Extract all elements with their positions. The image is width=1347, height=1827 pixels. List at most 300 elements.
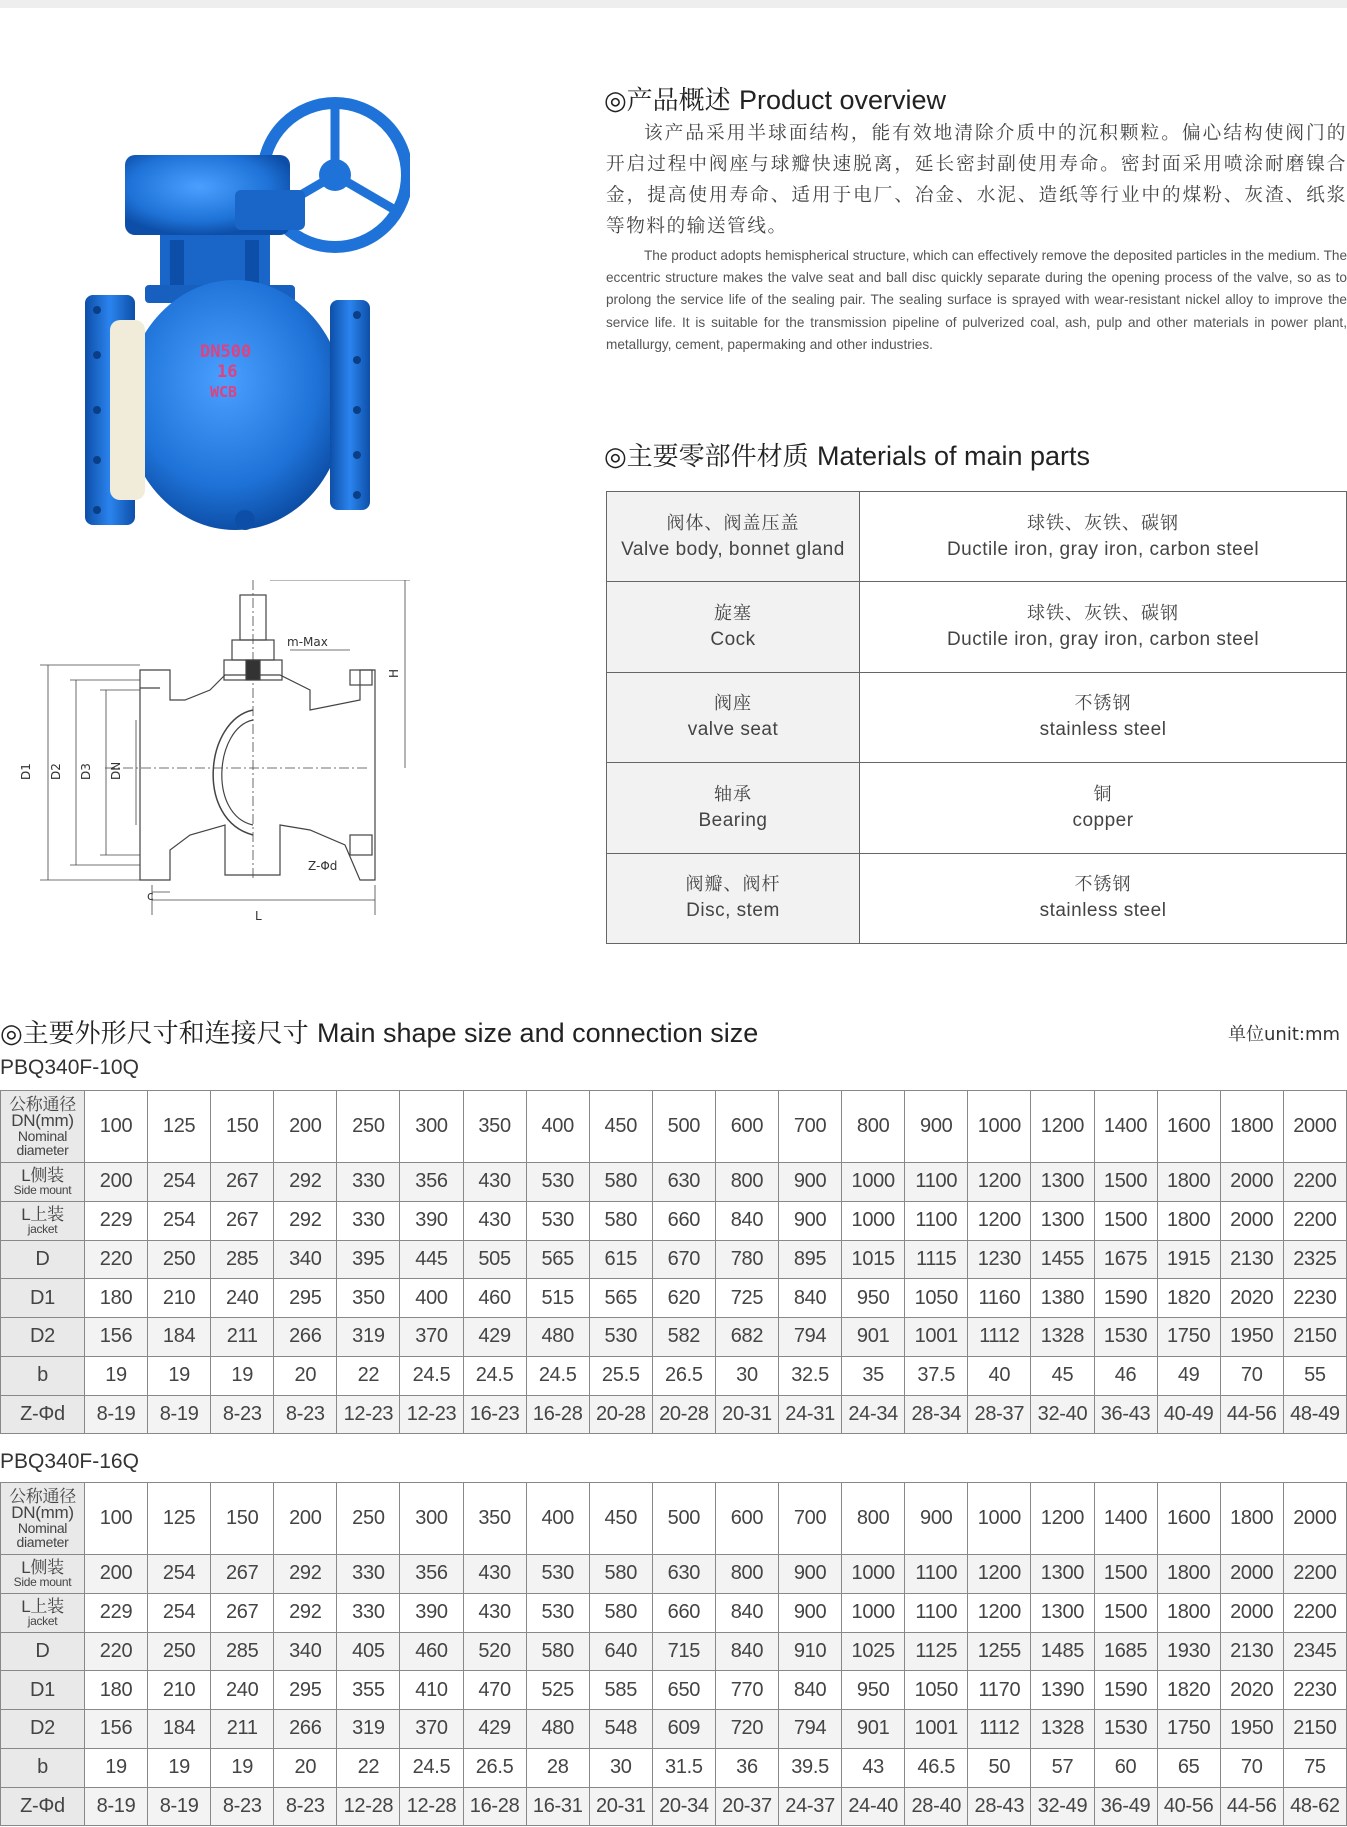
dimension-cell: 901 bbox=[842, 1710, 905, 1749]
label-d1: D1 bbox=[19, 763, 33, 780]
dimension-cell: 470 bbox=[463, 1671, 526, 1710]
row-header bbox=[1, 1593, 85, 1632]
dimension-cell: 55 bbox=[1283, 1356, 1346, 1395]
label-l: L bbox=[255, 909, 262, 923]
dimension-cell: 450 bbox=[589, 1483, 652, 1555]
dimension-cell: 450 bbox=[589, 1091, 652, 1163]
dimension-cell: 1100 bbox=[905, 1201, 968, 1240]
model-label-16q: PBQ340F-16Q bbox=[0, 1450, 139, 1473]
dimension-cell: 40-56 bbox=[1157, 1787, 1220, 1826]
valve-photo bbox=[85, 95, 410, 540]
row-header: D2 bbox=[1, 1710, 85, 1749]
dimension-cell: 1800 bbox=[1157, 1163, 1220, 1202]
dimension-cell: 22 bbox=[337, 1356, 400, 1395]
dimension-cell: 45 bbox=[1031, 1356, 1094, 1395]
dimension-cell: 900 bbox=[779, 1555, 842, 1594]
dimension-cell: 254 bbox=[148, 1163, 211, 1202]
dimension-cell: 1530 bbox=[1094, 1710, 1157, 1749]
dimension-cell: 794 bbox=[779, 1710, 842, 1749]
dimension-cell: 292 bbox=[274, 1555, 337, 1594]
dimension-cell: 26.5 bbox=[463, 1748, 526, 1787]
row-header: D2 bbox=[1, 1318, 85, 1357]
dimension-cell: 292 bbox=[274, 1593, 337, 1632]
dimension-cell: 800 bbox=[715, 1555, 778, 1594]
dimension-table-10q bbox=[0, 1090, 1347, 1434]
dimension-cell: 1750 bbox=[1157, 1318, 1220, 1357]
dimension-cell: 530 bbox=[589, 1318, 652, 1357]
dimension-cell: 350 bbox=[337, 1279, 400, 1318]
dimension-cell: 500 bbox=[652, 1091, 715, 1163]
material-cn: 球铁、灰铁、碳钢 bbox=[1027, 512, 1179, 534]
dimension-cell: 356 bbox=[400, 1163, 463, 1202]
dimension-cell: 1590 bbox=[1094, 1279, 1157, 1318]
dimension-cell: 250 bbox=[337, 1483, 400, 1555]
dimension-row-dn bbox=[1, 1483, 1347, 1555]
dimension-cell: 24-31 bbox=[779, 1395, 842, 1434]
dimension-cell: 520 bbox=[463, 1632, 526, 1671]
dimension-cell: 580 bbox=[589, 1593, 652, 1632]
dimension-cell: 840 bbox=[715, 1632, 778, 1671]
dimension-drawing bbox=[10, 580, 420, 940]
dimension-cell: 48-62 bbox=[1283, 1787, 1346, 1826]
dimension-cell: 267 bbox=[211, 1593, 274, 1632]
dimension-cell: 65 bbox=[1157, 1748, 1220, 1787]
material-cell bbox=[860, 763, 1347, 853]
dimension-cell: 410 bbox=[400, 1671, 463, 1710]
material-en: Ductile iron, gray iron, carbon steel bbox=[946, 629, 1260, 651]
dimension-cell: 1160 bbox=[968, 1279, 1031, 1318]
model-label-10q: PBQ340F-10Q bbox=[0, 1056, 139, 1079]
dimension-cell: 1255 bbox=[968, 1632, 1031, 1671]
header-dn-en2: diameter bbox=[16, 1141, 69, 1158]
dimension-cell: 1000 bbox=[968, 1091, 1031, 1163]
dimension-cell: 1800 bbox=[1220, 1483, 1283, 1555]
dimension-cell: 1328 bbox=[1031, 1318, 1094, 1357]
dimension-cell: 840 bbox=[715, 1201, 778, 1240]
dimension-cell: 2000 bbox=[1283, 1091, 1346, 1163]
header-l_side-cn: L侧装 bbox=[21, 1558, 64, 1578]
dimension-cell: 530 bbox=[526, 1555, 589, 1594]
dimension-row-d2 bbox=[1, 1318, 1347, 1357]
dimension-cell: 530 bbox=[526, 1201, 589, 1240]
header-dn-en1: Nominal bbox=[17, 1127, 68, 1144]
dimension-cell: 682 bbox=[715, 1318, 778, 1357]
dimension-cell: 670 bbox=[652, 1240, 715, 1279]
dimension-cell: 180 bbox=[85, 1671, 148, 1710]
dimensions-title-cn: ◎主要外形尺寸和连接尺寸 bbox=[0, 1019, 309, 1049]
dimension-cell: 19 bbox=[211, 1748, 274, 1787]
label-z-d: Z-Φd bbox=[308, 859, 338, 873]
dimension-cell: 1050 bbox=[905, 1671, 968, 1710]
dimension-cell: 900 bbox=[779, 1201, 842, 1240]
dimension-cell: 30 bbox=[715, 1356, 778, 1395]
dimension-cell: 267 bbox=[211, 1555, 274, 1594]
materials-row bbox=[607, 853, 1347, 943]
dimension-cell: 725 bbox=[715, 1279, 778, 1318]
row-header bbox=[1, 1091, 85, 1163]
dimension-cell: 1800 bbox=[1157, 1201, 1220, 1240]
dimension-cell: 1600 bbox=[1157, 1091, 1220, 1163]
dimension-cell: 429 bbox=[463, 1318, 526, 1357]
dimension-cell: 370 bbox=[400, 1710, 463, 1749]
dimension-cell: 1300 bbox=[1031, 1593, 1094, 1632]
material-cell bbox=[860, 853, 1347, 943]
dimension-cell: 295 bbox=[274, 1671, 337, 1710]
dimension-cell: 1530 bbox=[1094, 1318, 1157, 1357]
label-h: H bbox=[387, 668, 401, 678]
dimension-cell: 950 bbox=[842, 1671, 905, 1710]
dimension-cell: 1015 bbox=[842, 1240, 905, 1279]
dimension-cell: 2000 bbox=[1220, 1555, 1283, 1594]
dimension-cell: 24.5 bbox=[463, 1356, 526, 1395]
part-cell bbox=[607, 582, 860, 672]
dimension-cell: 39.5 bbox=[779, 1748, 842, 1787]
dimension-cell: 1000 bbox=[842, 1555, 905, 1594]
dimension-cell: 8-19 bbox=[148, 1395, 211, 1434]
dimension-cell: 445 bbox=[400, 1240, 463, 1279]
dimension-cell: 16-28 bbox=[463, 1787, 526, 1826]
dimension-cell: 200 bbox=[85, 1555, 148, 1594]
dimension-cell: 28 bbox=[526, 1748, 589, 1787]
dimension-cell: 30 bbox=[589, 1748, 652, 1787]
dimension-cell: 480 bbox=[526, 1710, 589, 1749]
label-m-max: m-Max bbox=[287, 635, 328, 649]
dimension-cell: 1000 bbox=[842, 1593, 905, 1632]
dimension-cell: 20-28 bbox=[589, 1395, 652, 1434]
dimension-cell: 800 bbox=[715, 1163, 778, 1202]
dimension-cell: 1001 bbox=[905, 1710, 968, 1749]
row-header: b bbox=[1, 1356, 85, 1395]
dimension-cell: 500 bbox=[652, 1483, 715, 1555]
dimension-cell: 2000 bbox=[1283, 1483, 1346, 1555]
material-cn: 不锈钢 bbox=[1074, 693, 1132, 715]
dimension-cell: 319 bbox=[337, 1710, 400, 1749]
overview-text-en: The product adopts hemispherical structure, which can effectively remove the deposited particles in the medium. The eccentric structure makes the valve seat and ball disc quickly separate during the opening process of the valve, so as to prolong the service life of the sealing pair. The sealing surface is sprayed with wear-resistant nickel alloy to improve the service life. It is suitable for the transmission pipeline of pulverized coal, ash, pulp and other materials in power plant, metallurgy, cement, papermaking and other industries. bbox=[606, 248, 1347, 352]
label-d2: D2 bbox=[49, 763, 63, 780]
dimension-cell: 840 bbox=[779, 1279, 842, 1318]
dimension-cell: 1820 bbox=[1157, 1671, 1220, 1710]
dimension-cell: 2345 bbox=[1283, 1632, 1346, 1671]
dimension-cell: 1500 bbox=[1094, 1201, 1157, 1240]
dimension-cell: 460 bbox=[400, 1632, 463, 1671]
dimension-cell: 200 bbox=[85, 1163, 148, 1202]
dimension-cell: 1112 bbox=[968, 1710, 1031, 1749]
dimension-cell: 24-37 bbox=[779, 1787, 842, 1826]
dimension-cell: 2020 bbox=[1220, 1279, 1283, 1318]
part-cell bbox=[607, 672, 860, 762]
header-l_jacket-cn: L上装 bbox=[21, 1205, 64, 1225]
materials-table bbox=[606, 491, 1347, 944]
dimension-cell: 20 bbox=[274, 1356, 337, 1395]
dimension-cell: 2230 bbox=[1283, 1279, 1346, 1318]
dimension-cell: 40-49 bbox=[1157, 1395, 1220, 1434]
dimension-cell: 20-31 bbox=[589, 1787, 652, 1826]
dimension-cell: 240 bbox=[211, 1671, 274, 1710]
dimension-cell: 460 bbox=[463, 1279, 526, 1318]
dimension-cell: 12-23 bbox=[400, 1395, 463, 1434]
dimension-cell: 1300 bbox=[1031, 1201, 1094, 1240]
dimension-cell: 184 bbox=[148, 1318, 211, 1357]
dimension-cell: 229 bbox=[85, 1593, 148, 1632]
dimension-cell: 250 bbox=[148, 1632, 211, 1671]
dimension-cell: 1200 bbox=[968, 1593, 1031, 1632]
dimension-cell: 840 bbox=[779, 1671, 842, 1710]
dimension-cell: 28-34 bbox=[905, 1395, 968, 1434]
dimension-cell: 660 bbox=[652, 1201, 715, 1240]
dimension-cell: 2130 bbox=[1220, 1632, 1283, 1671]
dimension-cell: 28-37 bbox=[968, 1395, 1031, 1434]
dimension-cell: 600 bbox=[715, 1091, 778, 1163]
dimension-cell: 1930 bbox=[1157, 1632, 1220, 1671]
dimension-cell: 900 bbox=[779, 1163, 842, 1202]
dimension-cell: 2000 bbox=[1220, 1593, 1283, 1632]
dimension-cell: 44-56 bbox=[1220, 1395, 1283, 1434]
dimension-cell: 1400 bbox=[1094, 1091, 1157, 1163]
part-en: valve seat bbox=[687, 719, 779, 741]
dimension-table-16q bbox=[0, 1482, 1347, 1826]
dimension-cell: 615 bbox=[589, 1240, 652, 1279]
dimension-cell: 800 bbox=[842, 1483, 905, 1555]
dimension-cell: 405 bbox=[337, 1632, 400, 1671]
material-en: Ductile iron, gray iron, carbon steel bbox=[946, 538, 1260, 560]
label-d3: D3 bbox=[79, 763, 93, 780]
part-cell bbox=[607, 763, 860, 853]
dimension-cell: 330 bbox=[337, 1555, 400, 1594]
dimension-cell: 1100 bbox=[905, 1593, 968, 1632]
dimension-cell: 1500 bbox=[1094, 1163, 1157, 1202]
unit-label: 单位unit:mm bbox=[1228, 1024, 1341, 1045]
dimension-cell: 250 bbox=[148, 1240, 211, 1279]
overview-title-en: Product overview bbox=[738, 85, 947, 115]
part-en: Disc, stem bbox=[686, 900, 780, 922]
dimension-row-d bbox=[1, 1632, 1347, 1671]
header-dn-cn: 公称通径 bbox=[9, 1094, 76, 1114]
dimension-cell: 292 bbox=[274, 1201, 337, 1240]
dimension-cell: 19 bbox=[148, 1748, 211, 1787]
dimension-cell: 430 bbox=[463, 1201, 526, 1240]
dimension-cell: 125 bbox=[148, 1091, 211, 1163]
dimension-cell: 390 bbox=[400, 1593, 463, 1632]
dimension-cell: 22 bbox=[337, 1748, 400, 1787]
dimension-cell: 295 bbox=[274, 1279, 337, 1318]
dimension-cell: 150 bbox=[211, 1091, 274, 1163]
dimension-cell: 1125 bbox=[905, 1632, 968, 1671]
header-l_side-en: Side mount bbox=[13, 1183, 72, 1198]
dimension-cell: 24-34 bbox=[842, 1395, 905, 1434]
dimension-cell: 910 bbox=[779, 1632, 842, 1671]
dimension-cell: 350 bbox=[463, 1483, 526, 1555]
row-header: Z-Φd bbox=[1, 1787, 85, 1826]
part-cell bbox=[607, 492, 860, 582]
dimension-cell: 585 bbox=[589, 1671, 652, 1710]
dimension-cell: 1950 bbox=[1220, 1318, 1283, 1357]
dimension-cell: 49 bbox=[1157, 1356, 1220, 1395]
dimension-cell: 548 bbox=[589, 1710, 652, 1749]
dimension-cell: 70 bbox=[1220, 1748, 1283, 1787]
dimension-cell: 57 bbox=[1031, 1748, 1094, 1787]
dimension-cell: 292 bbox=[274, 1163, 337, 1202]
dimension-cell: 1000 bbox=[842, 1201, 905, 1240]
dimension-cell: 50 bbox=[968, 1748, 1031, 1787]
dimension-cell: 895 bbox=[779, 1240, 842, 1279]
dimension-row-z bbox=[1, 1787, 1347, 1826]
dimension-cell: 530 bbox=[526, 1593, 589, 1632]
dimension-cell: 395 bbox=[337, 1240, 400, 1279]
dimension-cell: 285 bbox=[211, 1240, 274, 1279]
dimension-cell: 1750 bbox=[1157, 1710, 1220, 1749]
dimension-cell: 8-19 bbox=[85, 1395, 148, 1434]
dimension-cell: 1820 bbox=[1157, 1279, 1220, 1318]
dimension-cell: 210 bbox=[148, 1671, 211, 1710]
dimension-cell: 1915 bbox=[1157, 1240, 1220, 1279]
dimension-cell: 8-19 bbox=[85, 1787, 148, 1826]
dimension-cell: 150 bbox=[211, 1483, 274, 1555]
dimension-cell: 180 bbox=[85, 1279, 148, 1318]
row-header bbox=[1, 1555, 85, 1594]
dimensions-title bbox=[0, 1013, 758, 1050]
dimension-cell: 8-23 bbox=[211, 1395, 274, 1434]
marking-size: DN500 bbox=[200, 342, 252, 362]
dimension-cell: 266 bbox=[274, 1710, 337, 1749]
header-l_jacket-en: jacket bbox=[27, 1614, 58, 1629]
dimension-cell: 515 bbox=[526, 1279, 589, 1318]
dimension-cell: 580 bbox=[589, 1555, 652, 1594]
row-header: Z-Φd bbox=[1, 1395, 85, 1434]
dimension-cell: 156 bbox=[85, 1318, 148, 1357]
part-en: Cock bbox=[710, 629, 756, 651]
dimension-cell: 8-23 bbox=[211, 1787, 274, 1826]
dimension-cell: 2000 bbox=[1220, 1201, 1283, 1240]
dimension-row-dn bbox=[1, 1091, 1347, 1163]
dimension-cell: 900 bbox=[905, 1091, 968, 1163]
dimensions-title-en: Main shape size and connection size bbox=[316, 1018, 759, 1048]
dimension-cell: 2200 bbox=[1283, 1201, 1346, 1240]
dimension-cell: 901 bbox=[842, 1318, 905, 1357]
part-cn: 旋塞 bbox=[714, 603, 752, 625]
dimension-cell: 2020 bbox=[1220, 1671, 1283, 1710]
dimension-cell: 43 bbox=[842, 1748, 905, 1787]
dimension-cell: 1200 bbox=[968, 1555, 1031, 1594]
dimension-cell: 2200 bbox=[1283, 1593, 1346, 1632]
dimension-cell: 800 bbox=[842, 1091, 905, 1163]
dimension-cell: 19 bbox=[85, 1748, 148, 1787]
dimension-cell: 1328 bbox=[1031, 1710, 1094, 1749]
dimension-cell: 715 bbox=[652, 1632, 715, 1671]
dimension-cell: 24.5 bbox=[526, 1356, 589, 1395]
dimension-cell: 12-28 bbox=[337, 1787, 400, 1826]
dimension-cell: 720 bbox=[715, 1710, 778, 1749]
dimension-cell: 580 bbox=[526, 1632, 589, 1671]
dimension-cell: 48-49 bbox=[1283, 1395, 1346, 1434]
dimension-cell: 1950 bbox=[1220, 1710, 1283, 1749]
dimension-cell: 2150 bbox=[1283, 1710, 1346, 1749]
dimension-cell: 600 bbox=[715, 1483, 778, 1555]
top-bar bbox=[0, 0, 1347, 8]
dimension-cell: 1200 bbox=[1031, 1483, 1094, 1555]
dimension-cell: 285 bbox=[211, 1632, 274, 1671]
dimension-cell: 1800 bbox=[1157, 1555, 1220, 1594]
dimension-cell: 36-49 bbox=[1094, 1787, 1157, 1826]
dimension-row-d1 bbox=[1, 1279, 1347, 1318]
dimension-cell: 266 bbox=[274, 1318, 337, 1357]
dimension-cell: 36-43 bbox=[1094, 1395, 1157, 1434]
row-header: D bbox=[1, 1240, 85, 1279]
dimension-cell: 430 bbox=[463, 1163, 526, 1202]
dimension-cell: 319 bbox=[337, 1318, 400, 1357]
dimension-cell: 430 bbox=[463, 1593, 526, 1632]
dimension-cell: 1380 bbox=[1031, 1279, 1094, 1318]
dimension-cell: 20-34 bbox=[652, 1787, 715, 1826]
header-dn-unit: DN(mm) bbox=[11, 1502, 74, 1522]
dimension-cell: 200 bbox=[274, 1091, 337, 1163]
dimension-cell: 32-49 bbox=[1031, 1787, 1094, 1826]
row-header: D1 bbox=[1, 1671, 85, 1710]
dimension-row-b bbox=[1, 1356, 1347, 1395]
material-cell bbox=[860, 492, 1347, 582]
dimension-cell: 19 bbox=[85, 1356, 148, 1395]
dimension-cell: 530 bbox=[526, 1163, 589, 1202]
dimension-cell: 1600 bbox=[1157, 1483, 1220, 1555]
dimension-cell: 400 bbox=[526, 1091, 589, 1163]
label-c: c bbox=[147, 889, 154, 903]
dimension-cell: 267 bbox=[211, 1201, 274, 1240]
dimension-cell: 660 bbox=[652, 1593, 715, 1632]
dimension-cell: 700 bbox=[779, 1483, 842, 1555]
dimension-cell: 1230 bbox=[968, 1240, 1031, 1279]
dimension-cell: 1500 bbox=[1094, 1555, 1157, 1594]
material-en: stainless steel bbox=[1039, 719, 1167, 741]
dimension-cell: 44-56 bbox=[1220, 1787, 1283, 1826]
dimension-cell: 1455 bbox=[1031, 1240, 1094, 1279]
marking-material: WCB bbox=[210, 383, 238, 401]
dimension-cell: 2200 bbox=[1283, 1163, 1346, 1202]
dimension-cell: 35 bbox=[842, 1356, 905, 1395]
materials-title bbox=[604, 436, 1090, 473]
dimension-cell: 640 bbox=[589, 1632, 652, 1671]
dimension-cell: 184 bbox=[148, 1710, 211, 1749]
dimension-row-b bbox=[1, 1748, 1347, 1787]
dimension-cell: 429 bbox=[463, 1710, 526, 1749]
dimension-cell: 350 bbox=[463, 1091, 526, 1163]
materials-title-en: Materials of main parts bbox=[816, 441, 1091, 471]
dimension-cell: 254 bbox=[148, 1201, 211, 1240]
dimension-cell: 250 bbox=[337, 1091, 400, 1163]
dimension-cell: 356 bbox=[400, 1555, 463, 1594]
dimension-cell: 630 bbox=[652, 1555, 715, 1594]
dimension-cell: 8-19 bbox=[148, 1787, 211, 1826]
dimension-cell: 340 bbox=[274, 1632, 337, 1671]
dimension-cell: 609 bbox=[652, 1710, 715, 1749]
dimension-cell: 370 bbox=[400, 1318, 463, 1357]
dimension-cell: 240 bbox=[211, 1279, 274, 1318]
dimension-cell: 211 bbox=[211, 1710, 274, 1749]
header-l_jacket-cn: L上装 bbox=[21, 1597, 64, 1617]
dimension-cell: 25.5 bbox=[589, 1356, 652, 1395]
dimension-cell: 1200 bbox=[968, 1163, 1031, 1202]
dimension-row-l_jacket bbox=[1, 1593, 1347, 1632]
dimension-cell: 36 bbox=[715, 1748, 778, 1787]
material-cn: 铜 bbox=[1093, 783, 1113, 805]
dimension-cell: 16-31 bbox=[526, 1787, 589, 1826]
part-cn: 阀瓣、阀杆 bbox=[685, 874, 781, 896]
dimension-cell: 16-23 bbox=[463, 1395, 526, 1434]
dimension-cell: 1115 bbox=[905, 1240, 968, 1279]
dimension-cell: 2130 bbox=[1220, 1240, 1283, 1279]
header-dn-en2: diameter bbox=[16, 1533, 69, 1550]
dimension-row-l_side bbox=[1, 1555, 1347, 1594]
dimension-cell: 770 bbox=[715, 1671, 778, 1710]
part-cn: 阀体、阀盖压盖 bbox=[666, 512, 800, 534]
